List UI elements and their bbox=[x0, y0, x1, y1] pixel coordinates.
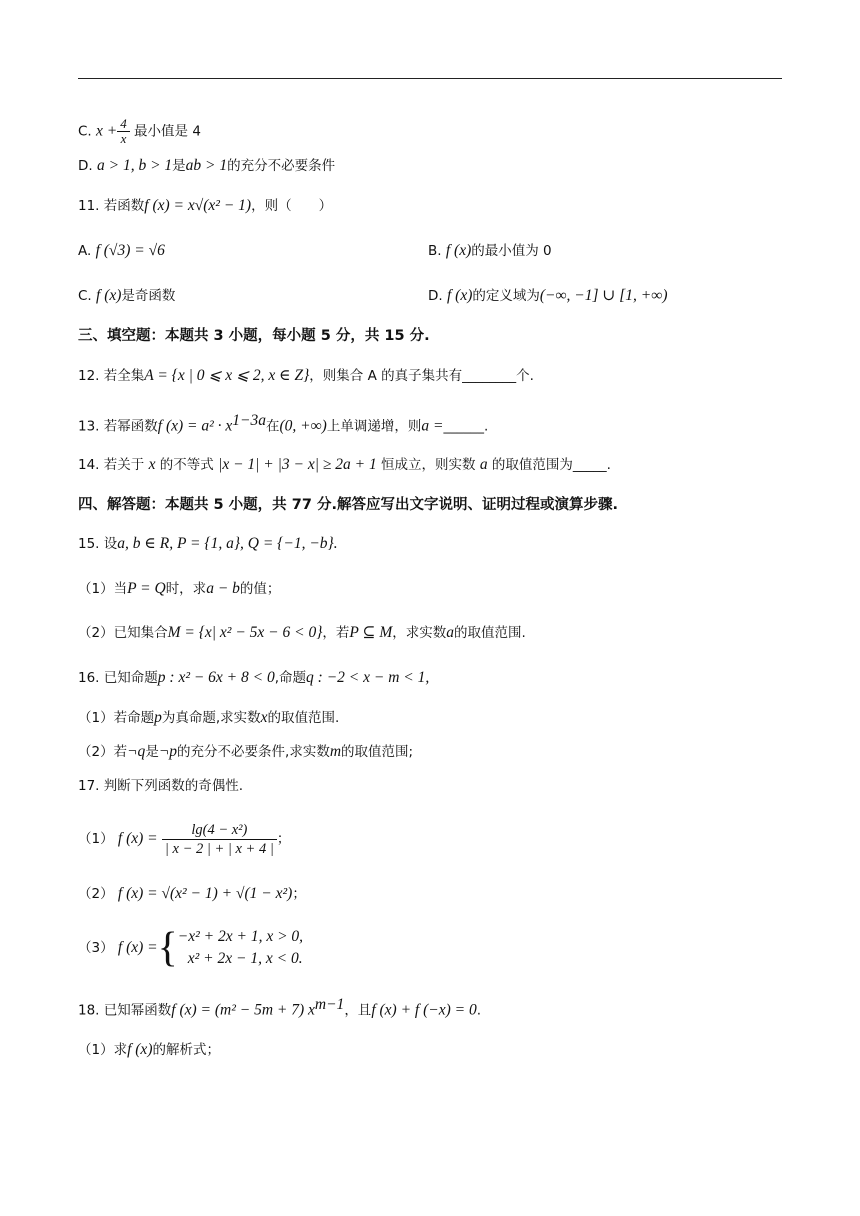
math-expr: (0, +∞) bbox=[279, 417, 327, 435]
question-11 bbox=[78, 196, 332, 216]
math-expr: ab > 1 bbox=[185, 157, 228, 174]
text: 的充分不必要条件 bbox=[227, 158, 336, 174]
text: 的取值范围. bbox=[454, 625, 526, 641]
math-expr: f (x) bbox=[127, 1041, 153, 1058]
question-number: 14. bbox=[78, 457, 100, 473]
math-expr: f (x) = a² · x bbox=[157, 417, 233, 435]
math-expr: a = bbox=[421, 417, 444, 435]
math-expr: ¬p bbox=[158, 743, 178, 760]
variable: x bbox=[260, 709, 268, 726]
question-12 bbox=[78, 366, 534, 386]
math-expr: f (x) bbox=[445, 242, 472, 259]
text: ,命题 bbox=[274, 670, 307, 686]
text: 是奇函数 bbox=[121, 288, 176, 304]
variable: m bbox=[329, 743, 342, 760]
math-expr: f (x) bbox=[446, 287, 473, 304]
variable: a bbox=[446, 624, 455, 641]
text: 若全集 bbox=[103, 368, 145, 384]
question-number: 16. bbox=[78, 670, 100, 686]
left-brace: { bbox=[157, 925, 178, 971]
q15-part-2 bbox=[78, 623, 526, 643]
exponent: 1−3a bbox=[232, 412, 266, 429]
section-heading-3: 三、填空题：本题共 3 小题，每小题 5 分，共 15 分. bbox=[78, 328, 430, 344]
math-expr: P ⊆ M bbox=[349, 624, 393, 641]
text: ，则集合 A 的真子集共有________个. bbox=[309, 368, 534, 384]
text: 在 bbox=[266, 418, 280, 435]
text: 的解析式； bbox=[152, 1042, 220, 1058]
math-expr: a > 1, b > 1 bbox=[96, 157, 173, 174]
q17-part-3 bbox=[78, 924, 303, 972]
math-expr: ¬q bbox=[127, 743, 146, 760]
option-c-line bbox=[78, 117, 201, 146]
q11-option-c bbox=[78, 286, 175, 306]
text: 的取值范围为_____. bbox=[491, 457, 611, 473]
text: 若关于 bbox=[103, 457, 145, 473]
part-label: （3） bbox=[78, 940, 114, 956]
math-expr: M = {x| x² − 5x − 6 < 0} bbox=[167, 624, 323, 641]
case-1: −x² + 2x + 1, x > 0, bbox=[177, 928, 304, 945]
text: 的取值范围. bbox=[267, 710, 340, 726]
text: ； bbox=[276, 831, 291, 847]
denominator: | x − 2 | + | x + 4 | bbox=[162, 839, 277, 858]
section-heading-4: 四、解答题：本题共 5 小题，共 77 分.解答应写出文字说明、证明过程或演算步骤. bbox=[78, 497, 618, 513]
text: 的充分不必要条件,求实数 bbox=[177, 744, 330, 760]
part-label: （2）已知集合 bbox=[78, 625, 168, 641]
option-label: C. bbox=[78, 288, 92, 304]
text: 已知命题 bbox=[103, 670, 158, 686]
question-16 bbox=[78, 668, 429, 688]
text: 若函数 bbox=[103, 198, 145, 214]
text: 时，求 bbox=[165, 581, 207, 597]
math-expr: a, b ∈ R, P = {1, a}, Q = {−1, −b}. bbox=[117, 535, 338, 552]
text: 的定义域为 bbox=[472, 288, 540, 304]
part-label: （2）若 bbox=[78, 744, 128, 760]
text: 判断下列函数的奇偶性. bbox=[103, 778, 244, 794]
text: ______. bbox=[443, 418, 489, 435]
question-number: 12. bbox=[78, 368, 100, 384]
math-expr: f (x) = x√(x² − 1) bbox=[144, 197, 252, 214]
text: 的最小值为 0 bbox=[471, 243, 552, 259]
option-label: D. bbox=[78, 158, 93, 174]
math-expr: q : −2 < x − m < 1, bbox=[306, 669, 430, 686]
question-18 bbox=[78, 995, 481, 1021]
part-label: （1）求 bbox=[78, 1042, 128, 1058]
q11-option-d bbox=[428, 286, 667, 306]
piecewise-cases bbox=[178, 926, 303, 970]
q17-part-1 bbox=[78, 817, 290, 861]
text: 上单调递增，则 bbox=[326, 418, 422, 435]
text: 为真命题,求实数 bbox=[161, 710, 261, 726]
text: 恒成立，则实数 bbox=[381, 457, 476, 473]
option-d-line bbox=[78, 156, 335, 176]
question-14 bbox=[78, 455, 611, 475]
denominator: x bbox=[117, 131, 130, 146]
math-expr: f (√3) = √6 bbox=[95, 242, 165, 259]
variable: x bbox=[148, 456, 156, 473]
question-number: 17. bbox=[78, 778, 100, 794]
variable: a bbox=[479, 456, 488, 473]
option-text: 最小值是 4 bbox=[134, 123, 201, 140]
option-label: A. bbox=[78, 243, 92, 259]
q16-part-2 bbox=[78, 742, 413, 762]
math-expr: f (x) = (m² − 5m + 7) x bbox=[171, 1001, 315, 1019]
part-label: （1）若命题 bbox=[78, 710, 155, 726]
fraction bbox=[117, 117, 130, 146]
option-label: C. bbox=[78, 123, 92, 140]
math-expr: f (x) = √(x² − 1) + √(1 − x²) bbox=[117, 885, 293, 902]
variable: p bbox=[154, 709, 162, 726]
text: ，求实数 bbox=[392, 625, 447, 641]
q18-part-1 bbox=[78, 1040, 220, 1060]
header-rule bbox=[78, 78, 782, 79]
part-label: （1） bbox=[78, 831, 114, 847]
text: 设 bbox=[103, 536, 118, 552]
case-2: x² + 2x − 1, x < 0. bbox=[187, 950, 303, 967]
q15-part-1 bbox=[78, 579, 280, 599]
math-expr: (−∞, −1] ∪ [1, +∞) bbox=[539, 287, 668, 304]
fraction bbox=[162, 821, 277, 858]
math-expr: f (x) bbox=[96, 287, 122, 304]
math-expr: f (x) = bbox=[117, 939, 158, 956]
text: 的值； bbox=[239, 581, 281, 597]
q16-part-1 bbox=[78, 708, 339, 728]
text: 若幂函数 bbox=[103, 418, 158, 435]
question-number: 15. bbox=[78, 536, 100, 552]
text: 的不等式 bbox=[159, 457, 214, 473]
question-number: 11. bbox=[78, 198, 100, 214]
question-13 bbox=[78, 411, 488, 437]
part-label: （2） bbox=[78, 886, 114, 902]
part-label: （1）当 bbox=[78, 581, 128, 597]
question-number: 18. bbox=[78, 1002, 100, 1019]
q17-part-2 bbox=[78, 884, 306, 904]
math-expr: |x − 1| + |3 − x| ≥ 2a + 1 bbox=[218, 456, 377, 473]
question-17 bbox=[78, 776, 243, 796]
math-expr: f (x) + f (−x) = 0 bbox=[371, 1001, 477, 1019]
q11-option-a bbox=[78, 241, 165, 261]
text: ，若 bbox=[322, 625, 350, 641]
option-label: B. bbox=[428, 243, 442, 259]
exponent: m−1 bbox=[314, 996, 345, 1013]
numerator: lg(4 − x²) bbox=[191, 821, 248, 838]
question-15 bbox=[78, 534, 338, 554]
text: . bbox=[476, 1002, 482, 1019]
text: 的取值范围; bbox=[341, 744, 414, 760]
math-expr: A = {x | 0 ⩽ x ⩽ 2, x ∈ Z} bbox=[144, 367, 310, 384]
math-expr: P = Q bbox=[127, 580, 166, 597]
math-expr: f (x) = bbox=[117, 830, 158, 847]
text: 是 bbox=[145, 744, 159, 760]
text: 是 bbox=[172, 158, 186, 174]
question-number: 13. bbox=[78, 418, 100, 435]
math-expr: p : x² − 6x + 8 < 0 bbox=[157, 669, 275, 686]
numerator: 4 bbox=[120, 116, 127, 131]
q11-option-b bbox=[428, 241, 552, 261]
text: ，且 bbox=[344, 1002, 372, 1019]
text: ； bbox=[292, 886, 306, 902]
text: 已知幂函数 bbox=[103, 1002, 172, 1019]
text: ，则（ ） bbox=[251, 198, 333, 214]
math-expr: a − b bbox=[206, 580, 240, 597]
math-expr: x + bbox=[96, 122, 118, 140]
option-label: D. bbox=[428, 288, 443, 304]
